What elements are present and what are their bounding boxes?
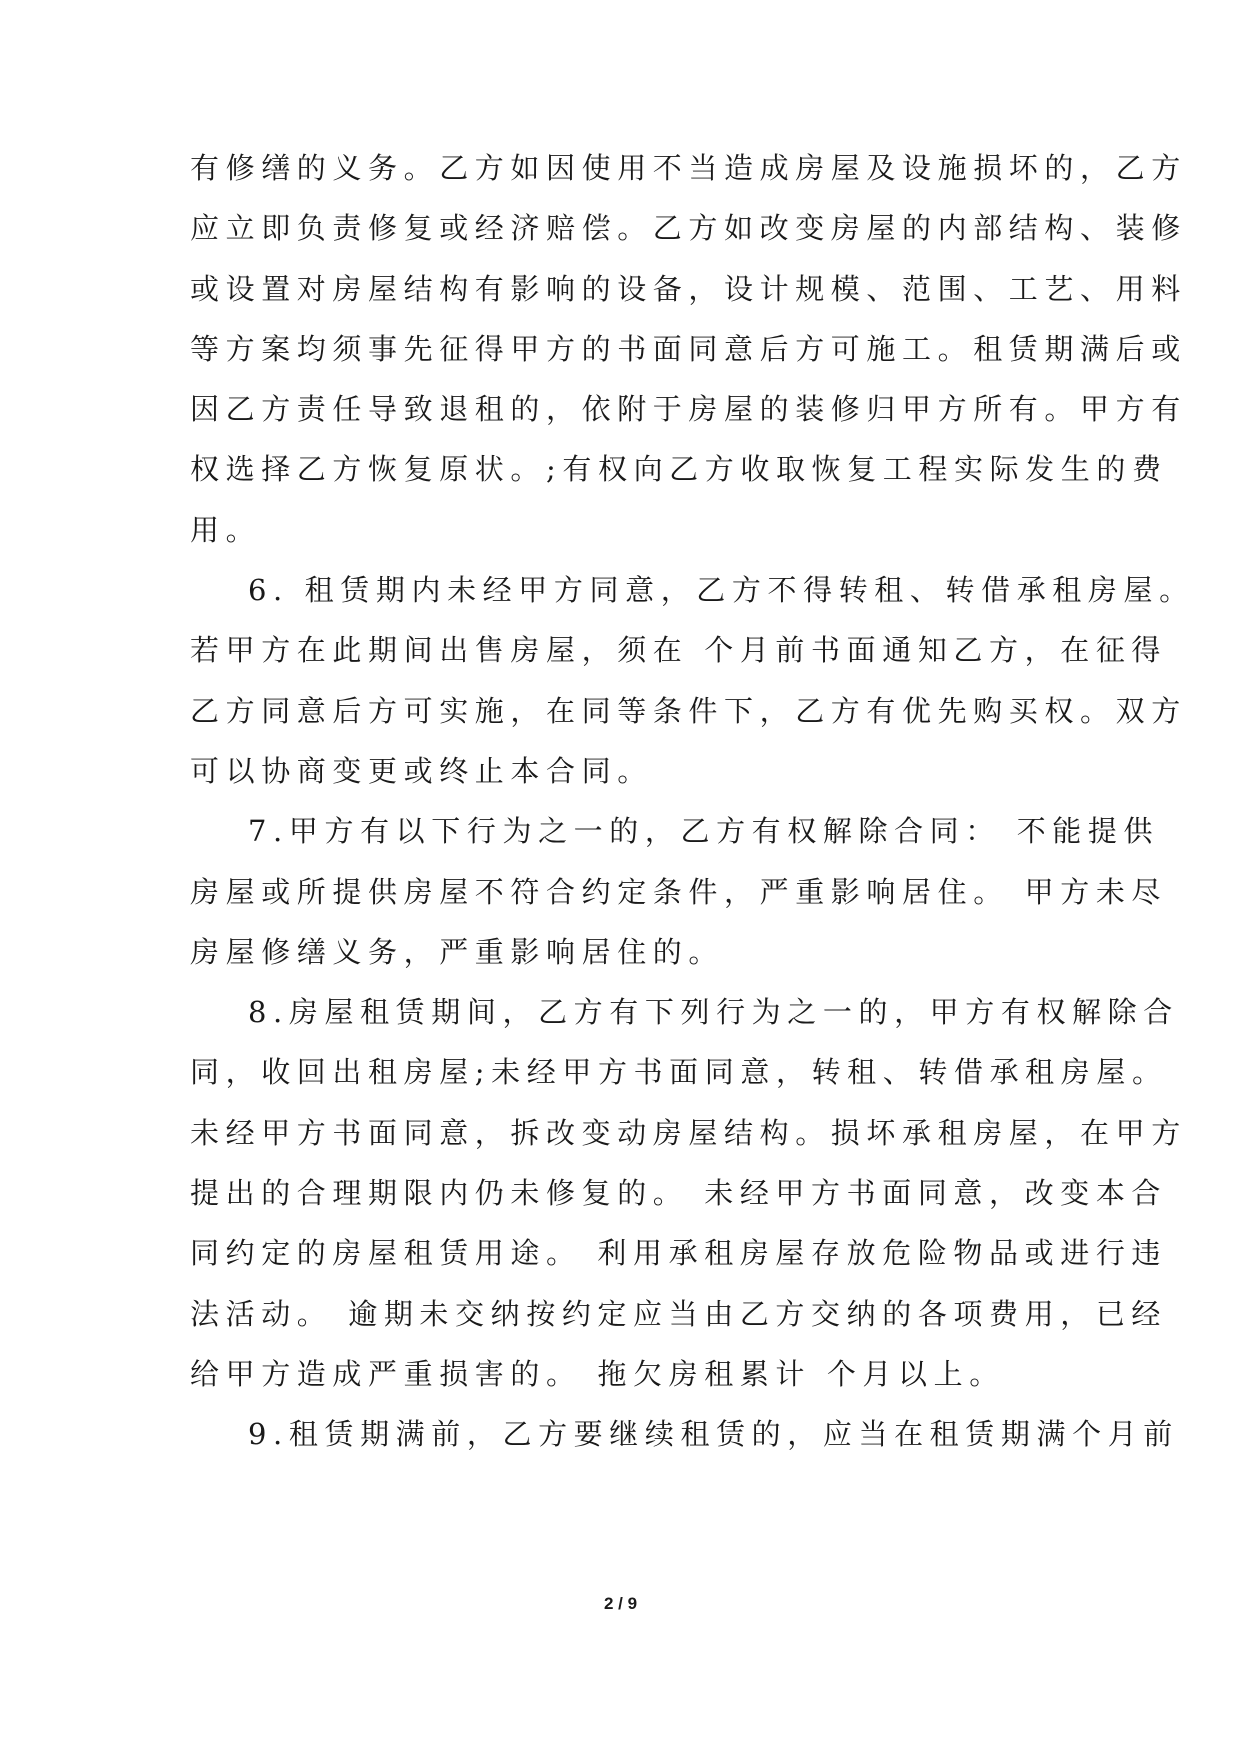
text-line: 同，收回出租房屋;未经甲方书面同意，转租、转借承租房屋。 <box>190 1055 1168 1090</box>
text-line: 或设置对房屋结构有影响的设备，设计规模、范围、工艺、用料 <box>190 271 1187 306</box>
text-line: 权选择乙方恢复原状。;有权向乙方收取恢复工程实际发生的费 <box>190 452 1168 487</box>
text-line: 因乙方责任导致退租的，依附于房屋的装修归甲方所有。甲方有 <box>190 392 1187 427</box>
text-line: 未经甲方书面同意，拆改变动房屋结构。损坏承租房屋，在甲方 <box>190 1115 1187 1150</box>
text-line: 有修缮的义务。乙方如因使用不当造成房屋及设施损坏的，乙方 <box>190 151 1187 185</box>
clause-8-start: 8.房屋租赁期间，乙方有下列行为之一的，甲方有权解除合 <box>248 995 1179 1030</box>
text-line: 房屋修缮义务，严重影响居住的。 <box>190 934 725 969</box>
page-number: 2 / 9 <box>603 1594 638 1613</box>
clause-7-start: 7.甲方有以下行为之一的，乙方有权解除合同： 不能提供 <box>248 814 1160 849</box>
text-line: 用。 <box>190 512 262 547</box>
text-line: 同约定的房屋租赁用途。 利用承租房屋存放危险物品或进行违 <box>190 1236 1168 1271</box>
text-line: 房屋或所提供房屋不符合约定条件，严重影响居住。 甲方未尽 <box>190 874 1168 909</box>
text-line: 乙方同意后方可实施，在同等条件下，乙方有优先购买权。双方 <box>190 693 1187 728</box>
text-line: 提出的合理期限内仍未修复的。 未经甲方书面同意，改变本合 <box>190 1176 1168 1211</box>
clause-6-start: 6. 租赁期内未经甲方同意，乙方不得转租、转借承租房屋。 <box>248 573 1195 608</box>
text-line: 法活动。 逾期未交纳按约定应当由乙方交纳的各项费用，已经 <box>190 1296 1168 1331</box>
contract-text <box>190 138 1195 1465</box>
text-line: 给甲方造成严重损害的。 拖欠房租累计 个月以上。 <box>190 1356 1005 1391</box>
text-line: 可以协商变更或终止本合同。 <box>190 753 653 788</box>
text-line: 若甲方在此期间出售房屋，须在 个月前书面通知乙方，在征得 <box>190 633 1168 668</box>
clause-9-start: 9.租赁期满前，乙方要继续租赁的，应当在租赁期满个月前 <box>248 1417 1179 1452</box>
text-line: 应立即负责修复或经济赔偿。乙方如改变房屋的内部结构、装修 <box>190 211 1187 246</box>
text-line: 等方案均须事先征得甲方的书面同意后方可施工。租赁期满后或 <box>190 331 1187 366</box>
